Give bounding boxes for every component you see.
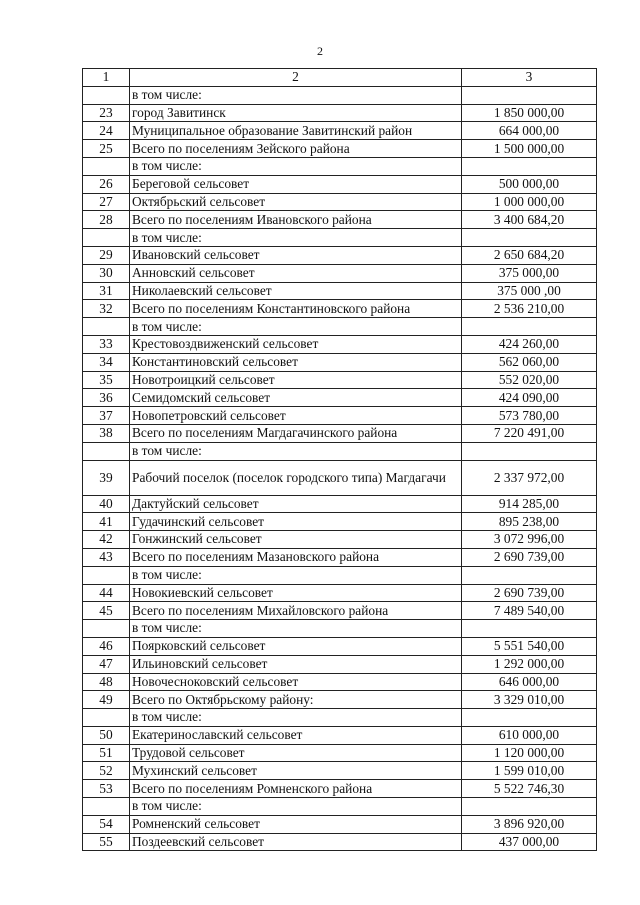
table-row — [83, 548, 597, 566]
table-row — [83, 709, 597, 727]
table-row — [83, 655, 597, 673]
table-row — [83, 424, 597, 442]
table-body — [83, 86, 597, 851]
row-number: 28 — [83, 211, 130, 229]
row-amount: 3 400 684,20 — [462, 211, 597, 229]
row-name: Анновский сельсовет — [130, 264, 462, 282]
row-amount — [462, 229, 597, 247]
row-amount — [462, 709, 597, 727]
row-amount — [462, 442, 597, 460]
table-row — [83, 193, 597, 211]
row-name: в том числе: — [130, 442, 462, 460]
row-name: Дактуйский сельсовет — [130, 495, 462, 513]
row-number: 31 — [83, 282, 130, 300]
table-row — [83, 229, 597, 247]
row-number: 54 — [83, 815, 130, 833]
row-number — [83, 157, 130, 175]
row-name: Октябрьский сельсовет — [130, 193, 462, 211]
row-name: Всего по поселениям Ивановского района — [130, 211, 462, 229]
row-amount: 5 551 540,00 — [462, 637, 597, 655]
row-amount: 914 285,00 — [462, 495, 597, 513]
row-number: 27 — [83, 193, 130, 211]
row-name: Береговой сельсовет — [130, 175, 462, 193]
row-number: 33 — [83, 335, 130, 353]
row-name: Всего по Октябрьскому району: — [130, 691, 462, 709]
row-amount — [462, 157, 597, 175]
row-amount: 1 599 010,00 — [462, 762, 597, 780]
row-amount: 2 337 972,00 — [462, 460, 597, 495]
table-row — [83, 389, 597, 407]
table-header — [83, 69, 597, 87]
table-row — [83, 620, 597, 638]
row-amount: 1 850 000,00 — [462, 104, 597, 122]
row-number: 32 — [83, 300, 130, 318]
table-row — [83, 691, 597, 709]
row-amount: 5 522 746,30 — [462, 780, 597, 798]
table-row — [83, 300, 597, 318]
row-name: Муниципальное образование Завитинский район — [130, 122, 462, 140]
row-number: 35 — [83, 371, 130, 389]
row-number — [83, 620, 130, 638]
row-amount: 2 650 684,20 — [462, 246, 597, 264]
row-number: 51 — [83, 744, 130, 762]
table-row — [83, 104, 597, 122]
table-row — [83, 780, 597, 798]
row-number: 26 — [83, 175, 130, 193]
row-amount: 895 238,00 — [462, 513, 597, 531]
table-row — [83, 211, 597, 229]
row-number: 45 — [83, 602, 130, 620]
row-name: Всего по поселениям Ромненского района — [130, 780, 462, 798]
row-number: 25 — [83, 140, 130, 158]
row-number: 38 — [83, 424, 130, 442]
row-name: в том числе: — [130, 318, 462, 336]
row-amount: 562 060,00 — [462, 353, 597, 371]
row-number: 48 — [83, 673, 130, 691]
row-amount — [462, 566, 597, 584]
row-amount — [462, 86, 597, 104]
row-name: Новочесноковский сельсовет — [130, 673, 462, 691]
row-number: 34 — [83, 353, 130, 371]
table-row — [83, 282, 597, 300]
row-number: 29 — [83, 246, 130, 264]
row-amount: 664 000,00 — [462, 122, 597, 140]
row-amount: 552 020,00 — [462, 371, 597, 389]
row-name: Мухинский сельсовет — [130, 762, 462, 780]
row-name: Новокиевский сельсовет — [130, 584, 462, 602]
row-amount: 424 260,00 — [462, 335, 597, 353]
header-row — [83, 69, 597, 87]
row-name: Семидомский сельсовет — [130, 389, 462, 407]
table-row — [83, 602, 597, 620]
row-amount: 1 000 000,00 — [462, 193, 597, 211]
table-row — [83, 762, 597, 780]
row-number: 50 — [83, 726, 130, 744]
row-number: 53 — [83, 780, 130, 798]
row-amount: 1 500 000,00 — [462, 140, 597, 158]
row-name: в том числе: — [130, 620, 462, 638]
row-name: в том числе: — [130, 86, 462, 104]
row-name: Ильиновский сельсовет — [130, 655, 462, 673]
row-number — [83, 86, 130, 104]
page-number: 2 — [317, 44, 323, 58]
row-name: в том числе: — [130, 566, 462, 584]
row-amount: 424 090,00 — [462, 389, 597, 407]
table-row — [83, 495, 597, 513]
table-row — [83, 513, 597, 531]
row-number: 52 — [83, 762, 130, 780]
row-number: 55 — [83, 833, 130, 851]
row-amount: 2 690 739,00 — [462, 584, 597, 602]
table-row — [83, 637, 597, 655]
row-amount: 3 329 010,00 — [462, 691, 597, 709]
row-name: в том числе: — [130, 709, 462, 727]
row-name: в том числе: — [130, 798, 462, 816]
row-number: 37 — [83, 407, 130, 425]
table-row — [83, 673, 597, 691]
table-row — [83, 140, 597, 158]
table-row — [83, 798, 597, 816]
row-name: Всего по поселениям Мазановского района — [130, 548, 462, 566]
row-name: Ивановский сельсовет — [130, 246, 462, 264]
table-row — [83, 246, 597, 264]
table-row — [83, 122, 597, 140]
row-number: 42 — [83, 531, 130, 549]
row-amount — [462, 798, 597, 816]
budget-table — [82, 68, 597, 851]
row-amount: 2 536 210,00 — [462, 300, 597, 318]
row-name: Всего по поселениям Михайловского района — [130, 602, 462, 620]
row-name: Ромненский сельсовет — [130, 815, 462, 833]
row-number — [83, 229, 130, 247]
table-row — [83, 584, 597, 602]
row-amount: 3 072 996,00 — [462, 531, 597, 549]
row-name: Рабочий поселок (поселок городского типа) Магдагачи — [130, 460, 462, 495]
row-name: Всего по поселениям Константиновского района — [130, 300, 462, 318]
row-number: 41 — [83, 513, 130, 531]
row-number: 46 — [83, 637, 130, 655]
row-name: Николаевский сельсовет — [130, 282, 462, 300]
row-number: 40 — [83, 495, 130, 513]
row-amount: 1 120 000,00 — [462, 744, 597, 762]
row-number — [83, 709, 130, 727]
row-name: Поярковский сельсовет — [130, 637, 462, 655]
row-name: в том числе: — [130, 157, 462, 175]
table-row — [83, 833, 597, 851]
row-number: 49 — [83, 691, 130, 709]
row-name: город Завитинск — [130, 104, 462, 122]
row-name: Новотроицкий сельсовет — [130, 371, 462, 389]
row-number: 23 — [83, 104, 130, 122]
row-number: 36 — [83, 389, 130, 407]
table-row — [83, 460, 597, 495]
row-amount — [462, 620, 597, 638]
header-col-name: 2 — [130, 69, 462, 87]
row-number: 47 — [83, 655, 130, 673]
row-amount — [462, 318, 597, 336]
table-row — [83, 566, 597, 584]
row-amount: 610 000,00 — [462, 726, 597, 744]
row-number — [83, 566, 130, 584]
row-amount: 375 000 ,00 — [462, 282, 597, 300]
row-amount: 7 220 491,00 — [462, 424, 597, 442]
table-row — [83, 86, 597, 104]
row-amount: 1 292 000,00 — [462, 655, 597, 673]
row-number: 39 — [83, 460, 130, 495]
table-row — [83, 175, 597, 193]
table-row — [83, 353, 597, 371]
row-amount: 2 690 739,00 — [462, 548, 597, 566]
header-col-sum: 3 — [462, 69, 597, 87]
table-row — [83, 157, 597, 175]
row-name: Крестовоздвиженский сельсовет — [130, 335, 462, 353]
row-number: 44 — [83, 584, 130, 602]
table-row — [83, 264, 597, 282]
row-amount: 500 000,00 — [462, 175, 597, 193]
row-name: Екатеринославский сельсовет — [130, 726, 462, 744]
row-amount: 573 780,00 — [462, 407, 597, 425]
row-name: Гудачинский сельсовет — [130, 513, 462, 531]
table-row — [83, 726, 597, 744]
row-name: Константиновский сельсовет — [130, 353, 462, 371]
row-number — [83, 318, 130, 336]
row-amount: 646 000,00 — [462, 673, 597, 691]
table-row — [83, 407, 597, 425]
row-name: Всего по поселениям Магдагачинского района — [130, 424, 462, 442]
row-name: Новопетровский сельсовет — [130, 407, 462, 425]
row-amount: 3 896 920,00 — [462, 815, 597, 833]
row-number: 43 — [83, 548, 130, 566]
table-row — [83, 318, 597, 336]
table-row — [83, 815, 597, 833]
header-col-number: 1 — [83, 69, 130, 87]
row-name: Трудовой сельсовет — [130, 744, 462, 762]
row-amount: 7 489 540,00 — [462, 602, 597, 620]
row-name: Гонжинский сельсовет — [130, 531, 462, 549]
table-row — [83, 744, 597, 762]
row-number — [83, 442, 130, 460]
table-row — [83, 442, 597, 460]
row-name: Всего по поселениям Зейского района — [130, 140, 462, 158]
row-amount: 375 000,00 — [462, 264, 597, 282]
row-name: Поздеевский сельсовет — [130, 833, 462, 851]
table-row — [83, 531, 597, 549]
table-row — [83, 371, 597, 389]
table-row — [83, 335, 597, 353]
row-number: 30 — [83, 264, 130, 282]
row-amount: 437 000,00 — [462, 833, 597, 851]
row-number: 24 — [83, 122, 130, 140]
row-number — [83, 798, 130, 816]
row-name: в том числе: — [130, 229, 462, 247]
